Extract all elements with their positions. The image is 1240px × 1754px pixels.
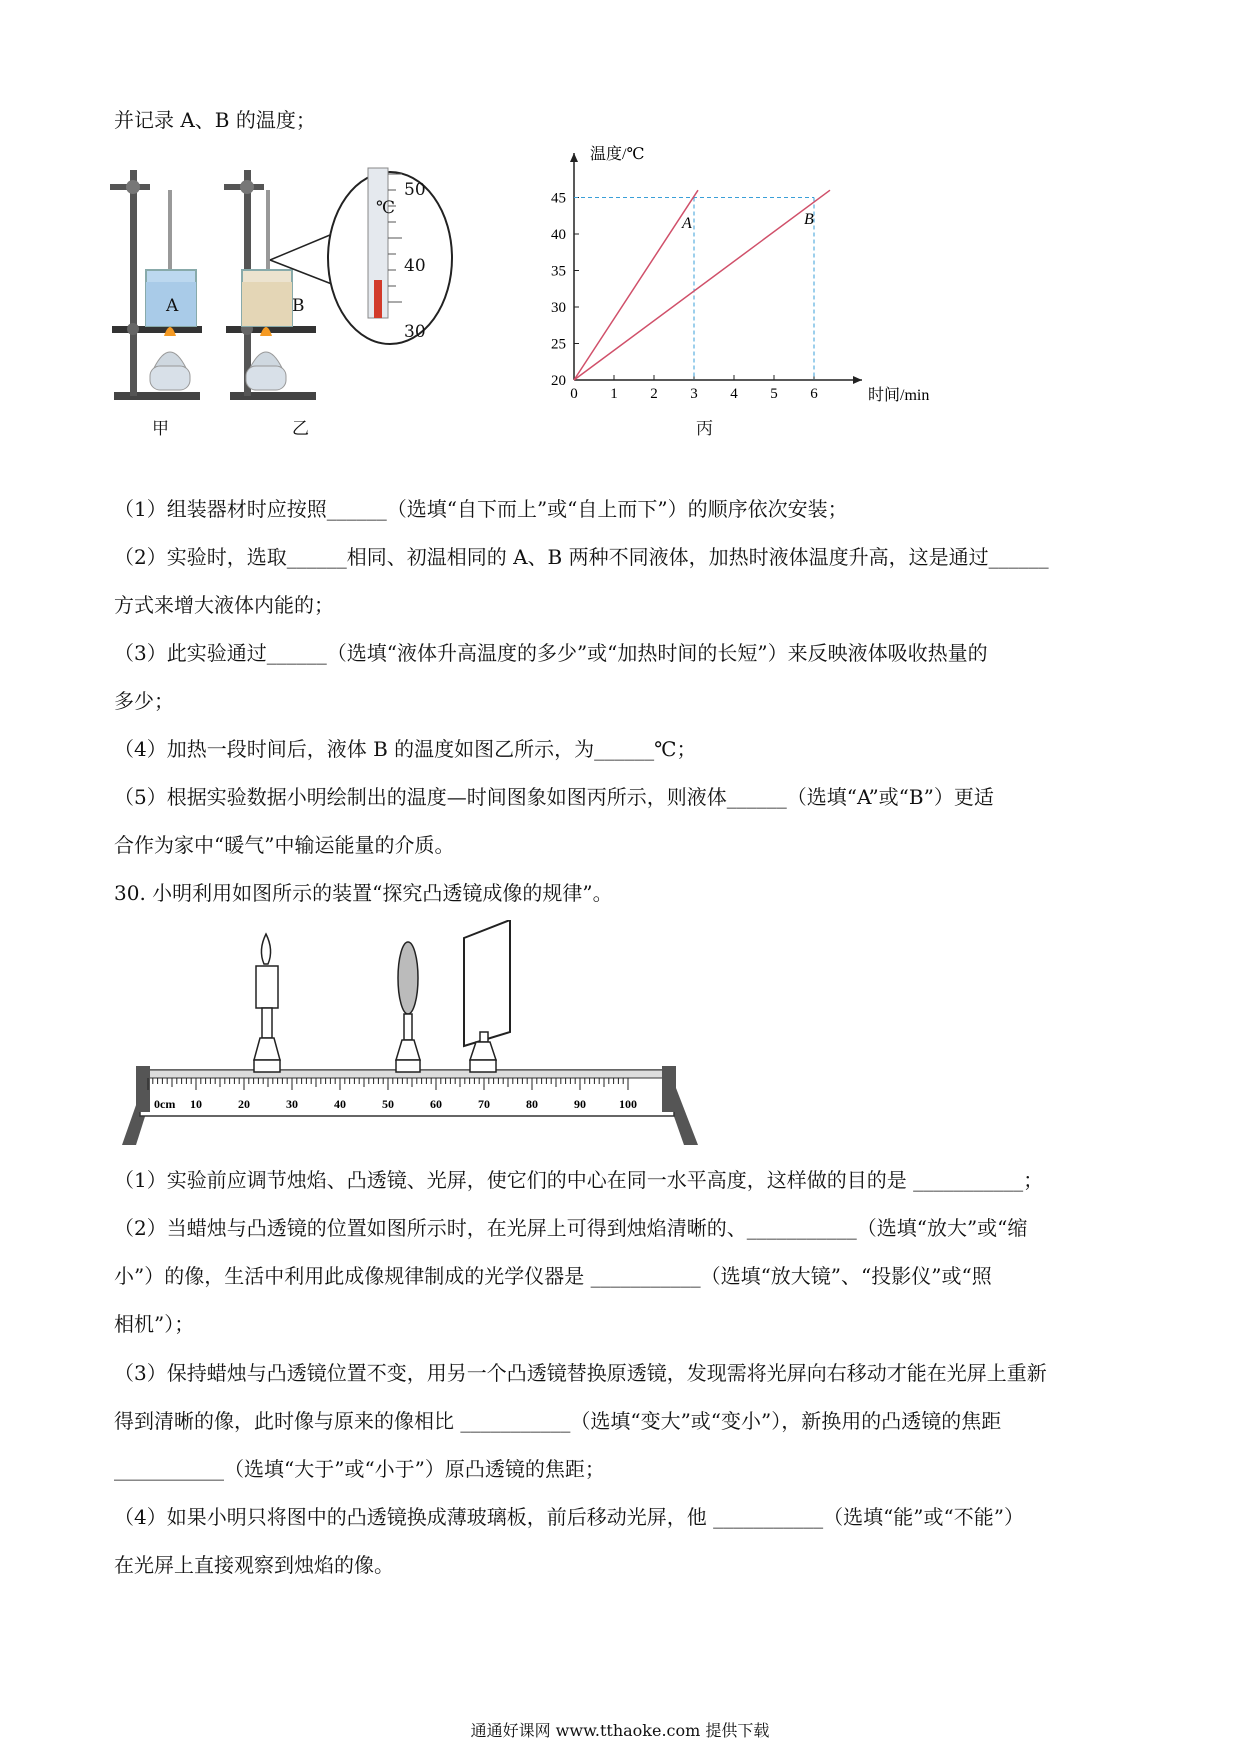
q29-line-6: （4）加热一段时间后，液体 B 的温度如图乙所示，为______℃； (114, 737, 697, 761)
page-footer: 通通好课网 www.tthaoke.com 提供下载 (470, 1721, 770, 1740)
bench-tick-label: 80 (526, 1097, 538, 1111)
x-tick-label: 0 (570, 386, 578, 402)
x-axis-label: 时间/min (868, 387, 930, 404)
stand-jia (110, 170, 202, 400)
x-tick-label: 6 (810, 386, 818, 402)
beaker-a-label: A (166, 296, 179, 316)
x-axis-arrow (853, 376, 862, 384)
bench-tick-label: 70 (478, 1097, 490, 1111)
q29-line-8: 合作为家中“暖气”中输运能量的介质。 (114, 833, 455, 857)
thermometer-tick-50: 50 (404, 180, 426, 200)
q29-line-2: （2）实验时，选取______相同、初温相同的 A、B 两种不同液体，加热时液体温度升高，这是通过______ (114, 545, 1049, 569)
q30-line-9: 在光屏上直接观察到烛焰的像。 (114, 1553, 394, 1577)
q30-line-5: （3）保持蜡烛与凸透镜位置不变，用另一个凸透镜替换原透镜，发现需将光屏向右移动才能在光屏上重新 (114, 1361, 1047, 1385)
series-line-b (574, 190, 830, 380)
q30-line-8: （4）如果小明只将图中的凸透镜换成薄玻璃板，前后移动光屏，他 ___________（选填“能”或“不能”） (114, 1505, 1024, 1529)
bench-tick-label: 100 (619, 1097, 637, 1111)
y-tick-label: 30 (551, 300, 566, 316)
candle (254, 934, 280, 1072)
y-tick-label: 40 (551, 227, 566, 243)
y-axis-label: 温度/℃ (590, 146, 645, 163)
beaker-b-label: B (292, 296, 305, 316)
q29-line-7: （5）根据实验数据小明绘制出的温度—时间图象如图丙所示，则液体______（选填“A”或“B”）更适 (114, 785, 994, 809)
series-label-b: B (804, 211, 814, 229)
q29-line-4: （3）此实验通过______（选填“液体升高温度的多少”或“加热时间的长短”）来反映液体吸收热量的 (114, 641, 988, 665)
bench-tick-label: 40 (334, 1097, 346, 1111)
bench-tick-label: 10 (190, 1097, 202, 1111)
x-tick-label: 4 (730, 386, 738, 402)
light-screen (464, 920, 510, 1072)
thermometer-tick-40: 40 (404, 256, 426, 276)
q30-line-1: （1）实验前应调节烛焰、凸透镜、光屏，使它们的中心在同一水平高度，这样做的目的是 ___________； (114, 1168, 1044, 1192)
y-axis-arrow (570, 153, 578, 162)
figure-bing-label: 丙 (696, 419, 713, 439)
intro-text: 并记录 A、B 的温度； (114, 108, 316, 132)
series-label-a: A (682, 215, 692, 233)
heating-apparatus-figure (110, 160, 510, 420)
bench-tick-label: 60 (430, 1097, 442, 1111)
temperature-time-chart (530, 140, 940, 420)
convex-lens (396, 942, 420, 1072)
q30-line-2: （2）当蜡烛与凸透镜的位置如图所示时，在光屏上可得到烛焰清晰的、___________（选填“放大”或“缩 (114, 1216, 1028, 1240)
bench-tick-label: 0cm (154, 1097, 176, 1111)
q30-line-6: 得到清晰的像，此时像与原来的像相比 ___________（选填“变大”或“变小”），新换用的凸透镜的焦距 (114, 1409, 1002, 1433)
x-tick-label: 3 (690, 386, 698, 402)
figure-yi-label: 乙 (292, 419, 309, 439)
series-line-a (574, 190, 698, 380)
q30-line-3: 小”）的像，生活中利用此成像规律制成的光学仪器是 ___________（选填“放大镜”、“投影仪”或“照 (114, 1264, 992, 1288)
bench-tick-label: 20 (238, 1097, 250, 1111)
q29-line-5: 多少； (114, 689, 174, 713)
y-tick-label: 35 (551, 263, 566, 280)
optical-bench-figure (110, 920, 710, 1150)
bench-tick-label: 30 (286, 1097, 298, 1111)
q30-title: 30. 小明利用如图所示的装置“探究凸透镜成像的规律”。 (114, 881, 613, 905)
y-tick-label: 20 (551, 373, 566, 389)
x-tick-label: 1 (610, 386, 618, 402)
q30-line-7: ___________（选填“大于”或“小于”）原凸透镜的焦距； (114, 1457, 605, 1481)
y-tick-label: 25 (551, 336, 566, 353)
x-tick-label: 5 (770, 386, 778, 402)
bench-tick-label: 90 (574, 1097, 586, 1111)
q29-line-1: （1）组装器材时应按照______（选填“自下而上”或“自上而下”）的顺序依次安装； (114, 497, 848, 521)
q29-line-3: 方式来增大液体内能的； (114, 593, 334, 617)
figure-jia-label: 甲 (152, 419, 169, 439)
stand-yi (224, 170, 316, 400)
thermometer-tick-30: 30 (404, 322, 426, 342)
thermometer-unit: ℃ (376, 198, 396, 218)
y-tick-label: 45 (551, 190, 566, 207)
q30-line-4: 相机”）； (114, 1312, 195, 1336)
bench-tick-label: 50 (382, 1097, 394, 1111)
x-tick-label: 2 (650, 386, 658, 402)
